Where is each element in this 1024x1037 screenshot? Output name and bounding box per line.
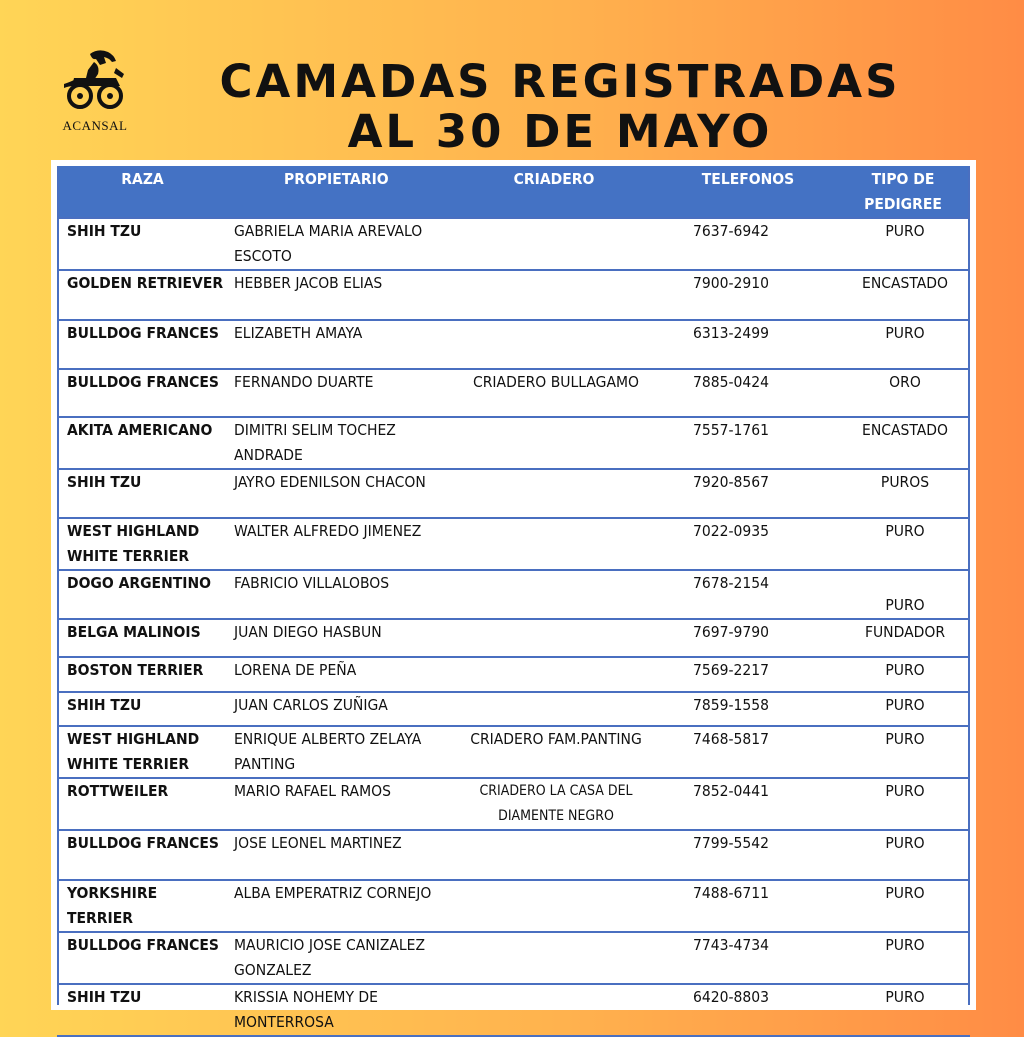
table-row bbox=[57, 469, 970, 518]
cell-propietario: ALBA EMPERATRIZ CORNEJO bbox=[228, 880, 448, 932]
cell-raza: ROTTWEILER bbox=[57, 778, 228, 830]
cell-telefono: 7637-6942 bbox=[660, 218, 836, 270]
table-row bbox=[57, 417, 970, 469]
table-row bbox=[57, 726, 970, 778]
cell-tipo: PURO bbox=[836, 570, 970, 619]
table-header-row bbox=[57, 166, 970, 218]
table-row bbox=[57, 984, 970, 1036]
page-title-line-2: AL 30 DE MAYO bbox=[347, 105, 773, 158]
logo-text: ACANSAL bbox=[62, 118, 128, 133]
cell-raza: SHIH TZU bbox=[57, 469, 228, 518]
cell-raza: SHIH TZU bbox=[57, 218, 228, 270]
cell-telefono: 7920-8567 bbox=[660, 469, 836, 518]
table-row bbox=[57, 369, 970, 417]
table-row bbox=[57, 320, 970, 369]
cell-telefono: 7799-5542 bbox=[660, 830, 836, 880]
cell-tipo: PURO bbox=[836, 218, 970, 270]
cell-raza: BOSTON TERRIER bbox=[57, 657, 228, 692]
table-row bbox=[57, 518, 970, 570]
cell-propietario: HEBBER JACOB ELIAS bbox=[228, 270, 448, 320]
cell-telefono: 7852-0441 bbox=[660, 778, 836, 830]
cell-telefono: 6420-8803 bbox=[660, 984, 836, 1036]
litters-table bbox=[57, 166, 970, 1037]
cell-raza: BULLDOG FRANCES bbox=[57, 369, 228, 417]
header-raza: RAZA bbox=[121, 170, 164, 188]
cell-telefono: 7022-0935 bbox=[660, 518, 836, 570]
cell-telefono: 7678-2154 bbox=[660, 570, 836, 619]
acansal-logo bbox=[54, 48, 136, 138]
cell-propietario: FERNANDO DUARTE bbox=[228, 369, 448, 417]
cell-criadero bbox=[448, 619, 660, 657]
table-row bbox=[57, 830, 970, 880]
cell-criadero bbox=[448, 830, 660, 880]
cell-raza: WEST HIGHLAND WHITE TERRIER bbox=[57, 518, 228, 570]
cell-telefono: 7468-5817 bbox=[660, 726, 836, 778]
cell-telefono: 7569-2217 bbox=[660, 657, 836, 692]
cell-telefono: 7859-1558 bbox=[660, 692, 836, 726]
cell-criadero bbox=[448, 469, 660, 518]
litters-table-panel bbox=[51, 160, 976, 1031]
table-row bbox=[57, 657, 970, 692]
cell-tipo: ORO bbox=[836, 369, 970, 417]
cell-tipo: PURO bbox=[836, 320, 970, 369]
cell-raza: WEST HIGHLAND WHITE TERRIER bbox=[57, 726, 228, 778]
cell-propietario: LORENA DE PEÑA bbox=[228, 657, 448, 692]
cell-raza: BELGA MALINOIS bbox=[57, 619, 228, 657]
cell-criadero bbox=[448, 417, 660, 469]
cell-telefono: 7488-6711 bbox=[660, 880, 836, 932]
table-row bbox=[57, 218, 970, 270]
cell-raza: DOGO ARGENTINO bbox=[57, 570, 228, 619]
cell-telefono: 7885-0424 bbox=[660, 369, 836, 417]
cell-telefono: 7557-1761 bbox=[660, 417, 836, 469]
cell-tipo: PUROS bbox=[836, 469, 970, 518]
cell-tipo: PURO bbox=[836, 880, 970, 932]
cell-propietario: DIMITRI SELIM TOCHEZ ANDRADE bbox=[228, 417, 448, 469]
cell-criadero bbox=[448, 570, 660, 619]
cell-raza: SHIH TZU bbox=[57, 984, 228, 1036]
table-left-border bbox=[57, 166, 59, 1005]
cell-raza: AKITA AMERICANO bbox=[57, 417, 228, 469]
cell-tipo: FUNDADOR bbox=[836, 619, 970, 657]
table-row bbox=[57, 778, 970, 830]
cell-propietario: JAYRO EDENILSON CHACON bbox=[228, 469, 448, 518]
table-row bbox=[57, 570, 970, 619]
cell-tipo: PURO bbox=[836, 778, 970, 830]
cell-raza: SHIH TZU bbox=[57, 692, 228, 726]
cell-criadero: CRIADERO BULLAGAMO bbox=[448, 369, 660, 417]
cell-criadero bbox=[448, 880, 660, 932]
cell-criadero bbox=[448, 984, 660, 1036]
header-tipo-pedigree: TIPO DE PEDIGREE bbox=[864, 170, 942, 213]
cell-propietario: KRISSIA NOHEMY DE MONTERROSA bbox=[228, 984, 448, 1036]
cell-telefono: 6313-2499 bbox=[660, 320, 836, 369]
dog-cart-icon bbox=[60, 48, 130, 114]
cell-propietario: MAURICIO JOSE CANIZALEZ GONZALEZ bbox=[228, 932, 448, 984]
page-title-line-1: CAMADAS REGISTRADAS bbox=[219, 55, 901, 108]
table-row bbox=[57, 880, 970, 932]
header-propietario: PROPIETARIO bbox=[284, 170, 389, 188]
table-row bbox=[57, 692, 970, 726]
cell-propietario: WALTER ALFREDO JIMENEZ bbox=[228, 518, 448, 570]
cell-tipo: PURO bbox=[836, 984, 970, 1036]
cell-raza: GOLDEN RETRIEVER bbox=[57, 270, 228, 320]
table-right-border bbox=[968, 166, 970, 1005]
cell-tipo: PURO bbox=[836, 830, 970, 880]
cell-propietario: FABRICIO VILLALOBOS bbox=[228, 570, 448, 619]
cell-propietario: JOSE LEONEL MARTINEZ bbox=[228, 830, 448, 880]
cell-criadero bbox=[448, 218, 660, 270]
cell-tipo: PURO bbox=[836, 932, 970, 984]
cell-criadero bbox=[448, 320, 660, 369]
cell-criadero bbox=[448, 932, 660, 984]
cell-raza: BULLDOG FRANCES bbox=[57, 932, 228, 984]
cell-telefono: 7697-9790 bbox=[660, 619, 836, 657]
cell-raza: BULLDOG FRANCES bbox=[57, 320, 228, 369]
header-telefonos: TELEFONOS bbox=[701, 170, 795, 188]
cell-tipo: PURO bbox=[836, 692, 970, 726]
table-row bbox=[57, 270, 970, 320]
cell-propietario: ELIZABETH AMAYA bbox=[228, 320, 448, 369]
cell-telefono: 7743-4734 bbox=[660, 932, 836, 984]
cell-tipo: PURO bbox=[836, 518, 970, 570]
table-row bbox=[57, 932, 970, 984]
cell-tipo: PURO bbox=[836, 726, 970, 778]
cell-criadero bbox=[448, 692, 660, 726]
cell-criadero bbox=[448, 270, 660, 320]
cell-criadero bbox=[448, 518, 660, 570]
cell-propietario: JUAN DIEGO HASBUN bbox=[228, 619, 448, 657]
cell-criadero: CRIADERO FAM.PANTING bbox=[448, 726, 660, 778]
cell-criadero bbox=[448, 657, 660, 692]
cell-telefono: 7900-2910 bbox=[660, 270, 836, 320]
cell-tipo: PURO bbox=[836, 657, 970, 692]
cell-propietario: MARIO RAFAEL RAMOS bbox=[228, 778, 448, 830]
header-criadero: CRIADERO bbox=[513, 170, 595, 188]
cell-tipo: ENCASTADO bbox=[836, 270, 970, 320]
cell-raza: YORKSHIRE TERRIER bbox=[57, 880, 228, 932]
cell-raza: BULLDOG FRANCES bbox=[57, 830, 228, 880]
cell-propietario: ENRIQUE ALBERTO ZELAYA PANTING bbox=[228, 726, 448, 778]
cell-propietario: GABRIELA MARIA AREVALO ESCOTO bbox=[228, 218, 448, 270]
cell-tipo: ENCASTADO bbox=[836, 417, 970, 469]
cell-propietario: JUAN CARLOS ZUÑIGA bbox=[228, 692, 448, 726]
table-row bbox=[57, 619, 970, 657]
cell-criadero: CRIADERO LA CASA DEL DIAMENTE NEGRO bbox=[448, 778, 660, 830]
